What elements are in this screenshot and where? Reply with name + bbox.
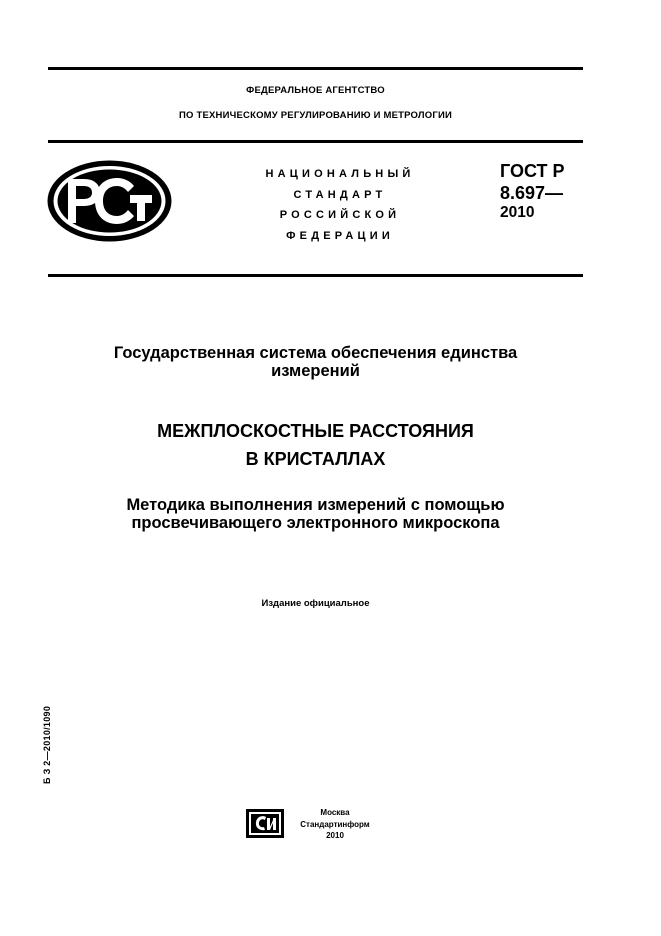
side-code: Б З 2—2010/1090 — [42, 705, 52, 784]
national-line-2: СТАНДАРТ — [293, 188, 387, 201]
agency-line-1: ФЕДЕРАЛЬНОЕ АГЕНТСТВО — [246, 85, 385, 96]
publisher-name: Стандартинформ — [300, 819, 370, 829]
publisher-year: 2010 — [326, 831, 344, 840]
agency-line-2: ПО ТЕХНИЧЕСКОМУ РЕГУЛИРОВАНИЮ И МЕТРОЛОГИИ — [179, 110, 452, 121]
main-title-line-1: МЕЖПЛОСКОСТНЫЕ РАССТОЯНИЯ — [157, 421, 474, 441]
standard-code-year: 2010 — [500, 204, 535, 221]
series-title-line-2: измерений — [271, 362, 360, 380]
series-title-line-1: Государственная система обеспечения единства — [113, 344, 518, 362]
publisher-city: Москва — [320, 808, 350, 817]
edition-label: Издание официальное — [261, 598, 370, 609]
bottom-rule — [48, 274, 583, 277]
national-standard-label — [240, 164, 440, 246]
national-line-4: ФЕДЕРАЦИИ — [286, 229, 394, 242]
rst-logo-icon — [46, 159, 173, 243]
subtitle — [48, 496, 583, 532]
standard-code-line-2: 8.697— — [500, 183, 564, 203]
series-title — [48, 344, 583, 380]
standard-code — [500, 160, 565, 222]
subtitle-line-1: Методика выполнения измерений с помощью — [126, 496, 505, 514]
top-rule — [48, 67, 583, 70]
publisher-logo-icon — [246, 809, 284, 838]
main-title-line-2: В КРИСТАЛЛАХ — [245, 449, 386, 469]
middle-rule — [48, 140, 583, 143]
main-title — [48, 417, 583, 473]
subtitle-line-2: просвечивающего электронного микроскопа — [131, 514, 500, 532]
national-line-3: РОССИЙСКОЙ — [279, 209, 401, 221]
national-line-1: НАЦИОНАЛЬНЫЙ — [265, 168, 415, 180]
standard-code-line-1: ГОСТ Р — [500, 161, 565, 181]
publisher-block — [300, 807, 370, 842]
